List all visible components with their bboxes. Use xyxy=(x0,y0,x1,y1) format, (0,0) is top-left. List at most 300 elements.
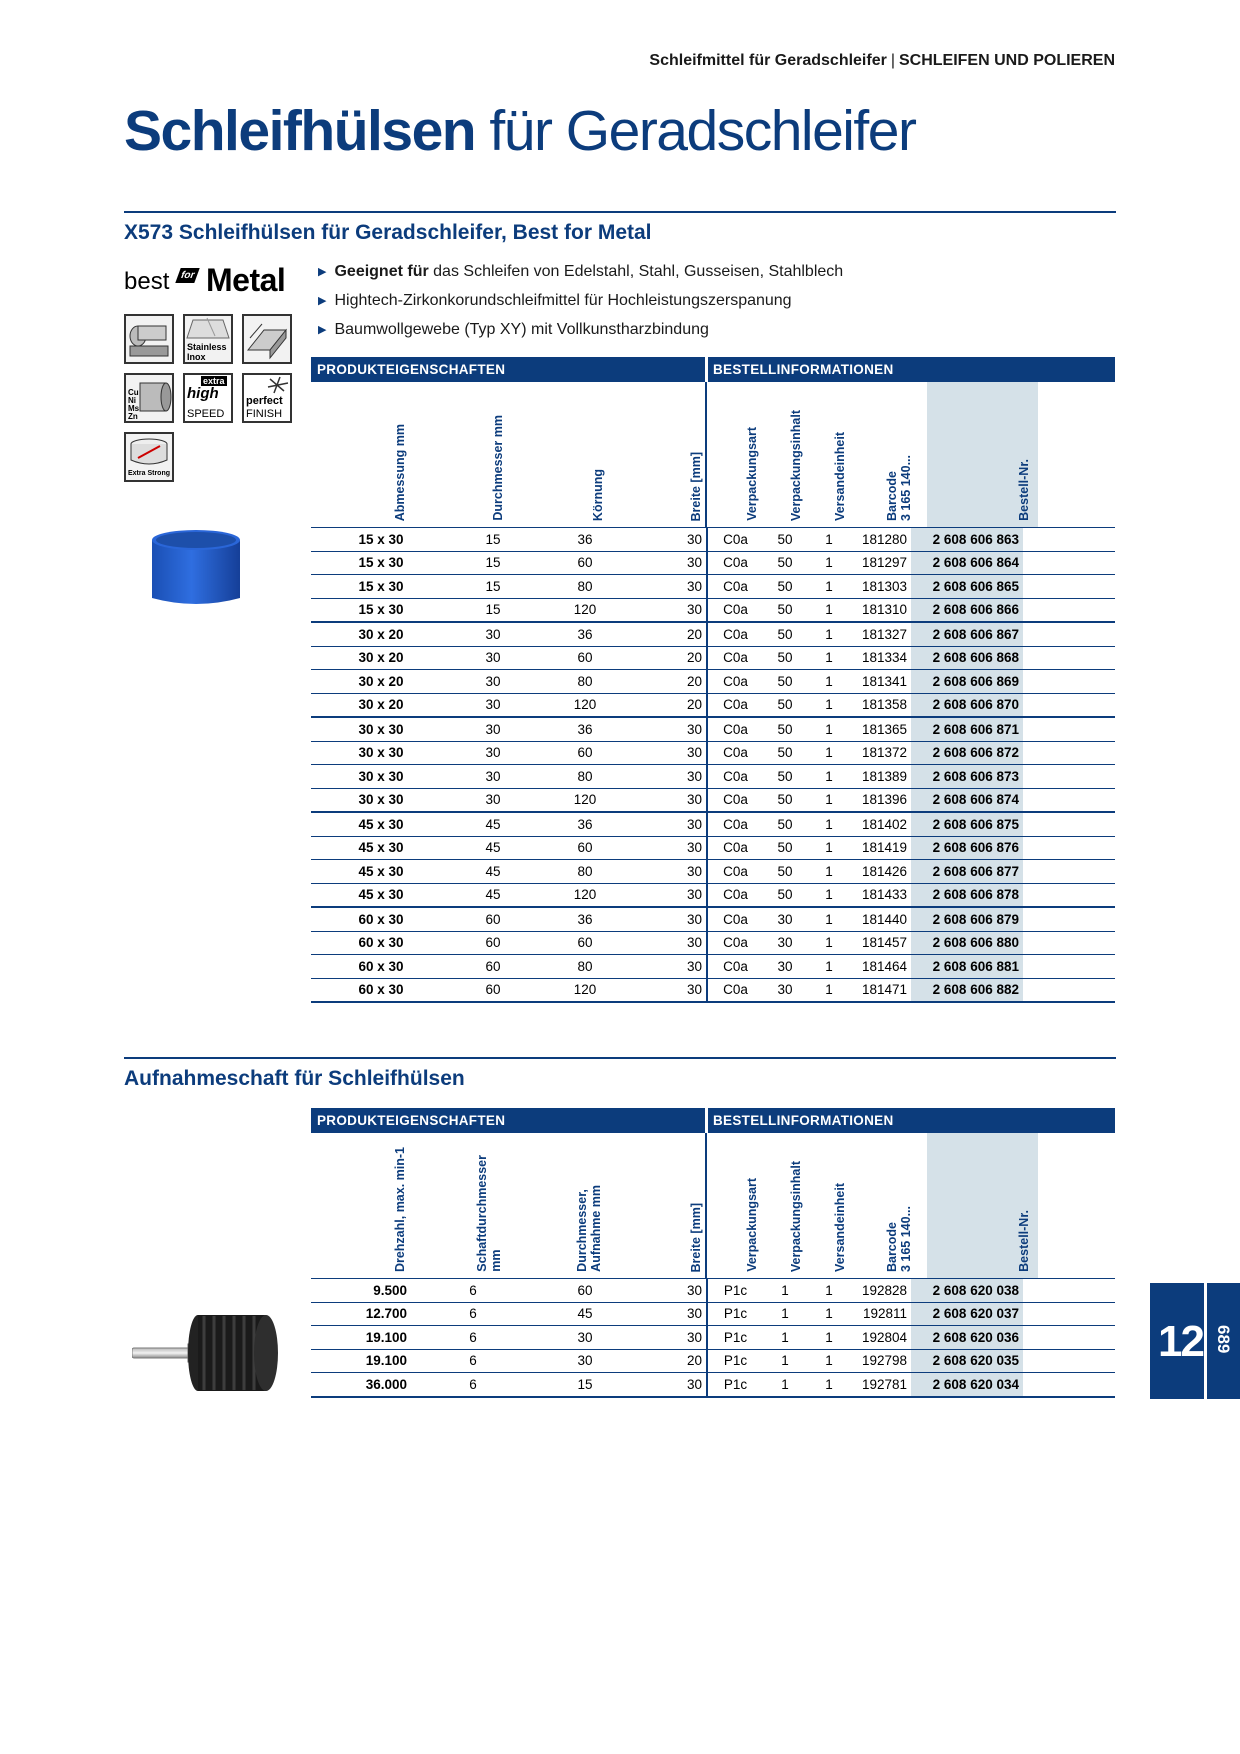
col-breite: Breite [mm] xyxy=(689,1202,703,1272)
cell-empty xyxy=(1023,717,1115,741)
band-bestellinformationen: BESTELLINFORMATIONEN xyxy=(713,362,894,377)
cell-col-2: 15 xyxy=(451,528,535,551)
cell-bestell-nr: 2 608 606 877 xyxy=(911,860,1023,884)
cell-verpackungsinhalt: 30 xyxy=(763,907,807,931)
col-durchmesser: Durchmesser mm xyxy=(491,415,505,521)
cell-col-2: 45 xyxy=(451,860,535,884)
cell-col-3: 80 xyxy=(535,575,635,599)
cell-barcode: 181402 xyxy=(851,812,911,836)
cell-verpackungsart: C0a xyxy=(707,622,763,646)
cell-barcode: 181419 xyxy=(851,836,911,860)
best-for-metal-logo xyxy=(124,262,304,296)
col-durchmesser-aufnahme: Durchmesser, Aufnahme mm xyxy=(575,1185,603,1272)
cell-breite: 30 xyxy=(635,741,707,765)
cell-bestell-nr: 2 608 606 864 xyxy=(911,551,1023,575)
col-koernung: Körnung xyxy=(591,468,605,521)
cell-bestell-nr: 2 608 620 038 xyxy=(911,1279,1023,1302)
stainless-inox-icon xyxy=(183,314,233,364)
cell-barcode: 181327 xyxy=(851,622,911,646)
cell-verpackungsinhalt: 50 xyxy=(763,717,807,741)
cell-col-1: 60 x 30 xyxy=(311,978,451,1002)
cell-versandeinheit: 1 xyxy=(807,978,851,1002)
cell-empty xyxy=(1023,741,1115,765)
perfect-label: perfect xyxy=(246,395,283,407)
cell-col-1: 30 x 30 xyxy=(311,765,451,789)
col-barcode: Barcode 3 165 140... xyxy=(885,1205,913,1272)
table-row xyxy=(311,1302,1115,1326)
cell-col-2: 30 xyxy=(451,788,535,812)
cell-versandeinheit: 1 xyxy=(807,931,851,955)
cell-empty xyxy=(1023,1326,1115,1350)
cell-col-1: 19.100 xyxy=(311,1349,411,1373)
table-row xyxy=(311,907,1115,931)
table-row xyxy=(311,551,1115,575)
cell-breite: 30 xyxy=(635,528,707,551)
metals-label: Cu Ni Ms Zn xyxy=(128,388,140,421)
cell-versandeinheit: 1 xyxy=(807,788,851,812)
cell-bestell-nr: 2 608 606 876 xyxy=(911,836,1023,860)
cell-bestell-nr: 2 608 620 035 xyxy=(911,1349,1023,1373)
col-breite: Breite [mm] xyxy=(689,451,703,521)
table-row xyxy=(311,528,1115,551)
cell-verpackungsart: C0a xyxy=(707,693,763,717)
cell-col-2: 30 xyxy=(451,717,535,741)
cell-versandeinheit: 1 xyxy=(807,907,851,931)
cell-col-3: 120 xyxy=(535,788,635,812)
extra-strong-icon xyxy=(124,432,174,482)
cell-col-3: 45 xyxy=(535,1302,635,1326)
cell-col-2: 30 xyxy=(451,741,535,765)
running-header xyxy=(649,52,1115,70)
cell-verpackungsart: C0a xyxy=(707,765,763,789)
header-section: SCHLEIFEN UND POLIEREN xyxy=(898,52,1115,69)
cell-verpackungsart: C0a xyxy=(707,551,763,575)
cell-breite: 30 xyxy=(635,931,707,955)
table-row xyxy=(311,955,1115,979)
cell-empty xyxy=(1023,788,1115,812)
cell-col-1: 9.500 xyxy=(311,1279,411,1302)
cell-verpackungsart: C0a xyxy=(707,646,763,670)
cell-bestell-nr: 2 608 606 881 xyxy=(911,955,1023,979)
cell-col-1: 36.000 xyxy=(311,1373,411,1397)
cell-versandeinheit: 1 xyxy=(807,860,851,884)
cell-barcode: 181334 xyxy=(851,646,911,670)
cell-bestell-nr: 2 608 606 870 xyxy=(911,693,1023,717)
cell-col-3: 36 xyxy=(535,528,635,551)
cell-barcode: 192781 xyxy=(851,1373,911,1397)
cell-barcode: 181310 xyxy=(851,598,911,622)
cell-col-3: 60 xyxy=(535,931,635,955)
cell-verpackungsart: P1c xyxy=(707,1326,763,1350)
cell-verpackungsart: C0a xyxy=(707,883,763,907)
cell-breite: 30 xyxy=(635,598,707,622)
table-2-header xyxy=(311,1133,1115,1279)
col-versandeinheit: Versandeinheit xyxy=(833,1183,847,1272)
cell-col-1: 15 x 30 xyxy=(311,598,451,622)
cell-col-3: 120 xyxy=(535,598,635,622)
header-crumb: Schleifmittel für Geradschleifer xyxy=(649,52,887,69)
cell-empty xyxy=(1023,551,1115,575)
cell-barcode: 181457 xyxy=(851,931,911,955)
cell-verpackungsinhalt: 50 xyxy=(763,575,807,599)
cell-breite: 30 xyxy=(635,788,707,812)
cell-col-1: 30 x 30 xyxy=(311,741,451,765)
cell-col-3: 80 xyxy=(535,860,635,884)
cell-verpackungsinhalt: 1 xyxy=(763,1373,807,1397)
cell-breite: 20 xyxy=(635,622,707,646)
cell-verpackungsart: C0a xyxy=(707,836,763,860)
table-row xyxy=(311,1349,1115,1373)
page-title-bold: Schleifhülsen xyxy=(124,99,476,163)
cell-bestell-nr: 2 608 606 879 xyxy=(911,907,1023,931)
cell-col-1: 15 x 30 xyxy=(311,528,451,551)
product-table-2 xyxy=(311,1108,1115,1398)
cell-empty xyxy=(1023,693,1115,717)
cell-verpackungsinhalt: 50 xyxy=(763,598,807,622)
cell-barcode: 181433 xyxy=(851,883,911,907)
cell-bestell-nr: 2 608 606 866 xyxy=(911,598,1023,622)
cell-versandeinheit: 1 xyxy=(807,836,851,860)
page-number: 689 xyxy=(1214,1325,1233,1354)
table-row xyxy=(311,883,1115,907)
cell-col-3: 120 xyxy=(535,978,635,1002)
col-verpackungsart: Verpackungsart xyxy=(745,1178,759,1272)
table-1-band xyxy=(311,357,1115,382)
cell-verpackungsart: C0a xyxy=(707,978,763,1002)
cell-versandeinheit: 1 xyxy=(807,598,851,622)
cell-breite: 30 xyxy=(635,717,707,741)
bullet-triangle-icon: ▶ xyxy=(318,295,327,307)
cell-verpackungsinhalt: 50 xyxy=(763,622,807,646)
extra-label: extra xyxy=(203,376,225,386)
cell-bestell-nr: 2 608 606 878 xyxy=(911,883,1023,907)
section-rule-1 xyxy=(124,211,1116,213)
table-row xyxy=(311,598,1115,622)
cell-empty xyxy=(1023,860,1115,884)
chapter-tab xyxy=(1150,1283,1240,1399)
table-row xyxy=(311,1326,1115,1350)
cell-breite: 20 xyxy=(635,670,707,694)
cell-verpackungsinhalt: 50 xyxy=(763,860,807,884)
cell-empty xyxy=(1023,931,1115,955)
cell-verpackungsart: C0a xyxy=(707,955,763,979)
cell-verpackungsinhalt: 50 xyxy=(763,646,807,670)
cell-col-3: 120 xyxy=(535,883,635,907)
table-row xyxy=(311,646,1115,670)
cell-verpackungsinhalt: 50 xyxy=(763,883,807,907)
cell-col-3: 30 xyxy=(535,1349,635,1373)
cell-verpackungsinhalt: 50 xyxy=(763,788,807,812)
cell-col-1: 45 x 30 xyxy=(311,860,451,884)
cell-versandeinheit: 1 xyxy=(807,765,851,789)
steel-profiles-icon xyxy=(124,314,174,364)
col-bestell-nr: Bestell-Nr. xyxy=(1017,459,1031,521)
col-verpackungsart: Verpackungsart xyxy=(745,427,759,521)
cell-barcode: 181372 xyxy=(851,741,911,765)
cell-versandeinheit: 1 xyxy=(807,575,851,599)
cell-verpackungsart: C0a xyxy=(707,931,763,955)
page-title xyxy=(124,98,915,164)
cell-col-2: 30 xyxy=(451,646,535,670)
logo-metal: Metal xyxy=(206,262,286,298)
cell-verpackungsinhalt: 50 xyxy=(763,670,807,694)
col-schaftdurchmesser: Schaftdurchmesser mm xyxy=(475,1155,503,1272)
table-row xyxy=(311,1279,1115,1302)
cell-col-2: 60 xyxy=(451,978,535,1002)
col-verpackungsinhalt: Verpackungsinhalt xyxy=(789,409,803,521)
cell-col-3: 60 xyxy=(535,551,635,575)
cell-breite: 30 xyxy=(635,551,707,575)
cell-breite: 30 xyxy=(635,955,707,979)
cell-verpackungsart: C0a xyxy=(707,860,763,884)
cell-barcode: 181280 xyxy=(851,528,911,551)
cell-bestell-nr: 2 608 606 880 xyxy=(911,931,1023,955)
logo-best: best xyxy=(124,268,170,295)
cell-col-3: 120 xyxy=(535,693,635,717)
cell-barcode: 192828 xyxy=(851,1279,911,1302)
cell-col-3: 36 xyxy=(535,812,635,836)
cell-empty xyxy=(1023,812,1115,836)
cell-breite: 30 xyxy=(635,1279,707,1302)
cell-verpackungsart: C0a xyxy=(707,741,763,765)
cell-versandeinheit: 1 xyxy=(807,1373,851,1397)
cell-barcode: 181389 xyxy=(851,765,911,789)
cell-empty xyxy=(1023,883,1115,907)
cell-verpackungsinhalt: 50 xyxy=(763,741,807,765)
section-2-title: Aufnahmeschaft für Schleifhülsen xyxy=(124,1067,465,1090)
cell-barcode: 192804 xyxy=(851,1326,911,1350)
cell-col-2: 6 xyxy=(411,1326,535,1350)
cell-versandeinheit: 1 xyxy=(807,1326,851,1350)
table-row xyxy=(311,978,1115,1002)
cell-col-3: 80 xyxy=(535,955,635,979)
cell-breite: 30 xyxy=(635,907,707,931)
non-ferrous-metals-icon xyxy=(124,373,174,423)
table-row xyxy=(311,717,1115,741)
cell-empty xyxy=(1023,622,1115,646)
cell-col-1: 60 x 30 xyxy=(311,931,451,955)
cell-verpackungsinhalt: 1 xyxy=(763,1349,807,1373)
cell-col-3: 60 xyxy=(535,836,635,860)
table-row xyxy=(311,931,1115,955)
cell-versandeinheit: 1 xyxy=(807,551,851,575)
page-title-rest: für Geradschleifer xyxy=(475,99,916,163)
cell-barcode: 181341 xyxy=(851,670,911,694)
cell-verpackungsart: C0a xyxy=(707,598,763,622)
cell-col-1: 30 x 30 xyxy=(311,717,451,741)
table-row xyxy=(311,765,1115,789)
cell-verpackungsinhalt: 30 xyxy=(763,955,807,979)
cell-breite: 30 xyxy=(635,1326,707,1350)
cell-bestell-nr: 2 608 620 037 xyxy=(911,1302,1023,1326)
cell-col-3: 30 xyxy=(535,1326,635,1350)
feature-list xyxy=(318,258,843,345)
cell-col-3: 80 xyxy=(535,765,635,789)
cell-verpackungsinhalt: 50 xyxy=(763,551,807,575)
band-produkteigenschaften: PRODUKTEIGENSCHAFTEN xyxy=(317,1113,506,1128)
cell-verpackungsart: C0a xyxy=(707,670,763,694)
table-row xyxy=(311,575,1115,599)
cell-col-1: 19.100 xyxy=(311,1326,411,1350)
cell-col-2: 15 xyxy=(451,551,535,575)
cell-barcode: 192798 xyxy=(851,1349,911,1373)
cell-col-3: 80 xyxy=(535,670,635,694)
cell-verpackungsinhalt: 50 xyxy=(763,812,807,836)
cell-breite: 30 xyxy=(635,1373,707,1397)
cell-bestell-nr: 2 608 606 872 xyxy=(911,741,1023,765)
section-rule-2 xyxy=(124,1057,1116,1059)
cell-col-3: 15 xyxy=(535,1373,635,1397)
table-1-body xyxy=(311,528,1115,1003)
cell-col-1: 30 x 20 xyxy=(311,622,451,646)
cell-verpackungsart: P1c xyxy=(707,1373,763,1397)
cell-col-1: 30 x 30 xyxy=(311,788,451,812)
cell-bestell-nr: 2 608 606 865 xyxy=(911,575,1023,599)
cell-empty xyxy=(1023,575,1115,599)
cell-bestell-nr: 2 608 606 867 xyxy=(911,622,1023,646)
cell-versandeinheit: 1 xyxy=(807,1279,851,1302)
cell-bestell-nr: 2 608 606 874 xyxy=(911,788,1023,812)
cell-verpackungsart: P1c xyxy=(707,1302,763,1326)
table-row xyxy=(311,741,1115,765)
cell-barcode: 181365 xyxy=(851,717,911,741)
col-drehzahl: Drehzahl, max. min-1 xyxy=(393,1146,407,1272)
logo-for: for xyxy=(175,268,200,283)
cell-empty xyxy=(1023,1302,1115,1326)
cell-empty xyxy=(1023,598,1115,622)
cell-bestell-nr: 2 608 606 873 xyxy=(911,765,1023,789)
cell-col-2: 30 xyxy=(451,765,535,789)
cell-versandeinheit: 1 xyxy=(807,528,851,551)
cell-verpackungsart: C0a xyxy=(707,528,763,551)
col-verpackungsinhalt: Verpackungsinhalt xyxy=(789,1160,803,1272)
feature-item: ▶ Geeignet für das Schleifen von Edelstahl, Stahl, Gusseisen, Stahlblech xyxy=(318,258,843,287)
cell-verpackungsinhalt: 50 xyxy=(763,765,807,789)
cell-col-1: 45 x 30 xyxy=(311,836,451,860)
cell-breite: 30 xyxy=(635,575,707,599)
cell-barcode: 181464 xyxy=(851,955,911,979)
cell-col-2: 45 xyxy=(451,836,535,860)
stainless-label: Stainless Inox xyxy=(187,342,227,362)
feature-item: ▶ Hightech-Zirkonkorundschleifmittel für Hochleistungszerspanung xyxy=(318,287,843,316)
cell-breite: 30 xyxy=(635,812,707,836)
cell-col-2: 15 xyxy=(451,598,535,622)
cell-versandeinheit: 1 xyxy=(807,670,851,694)
cell-col-1: 45 x 30 xyxy=(311,883,451,907)
cell-barcode: 181426 xyxy=(851,860,911,884)
cell-col-2: 60 xyxy=(451,907,535,931)
table-row xyxy=(311,1373,1115,1397)
cell-bestell-nr: 2 608 606 868 xyxy=(911,646,1023,670)
cell-bestell-nr: 2 608 620 034 xyxy=(911,1373,1023,1397)
cell-empty xyxy=(1023,978,1115,1002)
section-1-title: X573 Schleifhülsen für Geradschleifer, Best for Metal xyxy=(124,221,652,244)
cell-breite: 30 xyxy=(635,1302,707,1326)
cell-empty xyxy=(1023,955,1115,979)
header-separator: | xyxy=(890,52,895,69)
cell-verpackungsart: C0a xyxy=(707,717,763,741)
cell-col-2: 6 xyxy=(411,1302,535,1326)
table-row xyxy=(311,836,1115,860)
table-2-band xyxy=(311,1108,1115,1133)
high-label: high xyxy=(187,385,219,402)
cell-empty xyxy=(1023,528,1115,551)
feature-item: ▶ Baumwollgewebe (Typ XY) mit Vollkunstharzbindung xyxy=(318,316,843,345)
cell-versandeinheit: 1 xyxy=(807,1302,851,1326)
cell-versandeinheit: 1 xyxy=(807,883,851,907)
band-produkteigenschaften: PRODUKTEIGENSCHAFTEN xyxy=(317,362,506,377)
cell-empty xyxy=(1023,1279,1115,1302)
col-versandeinheit: Versandeinheit xyxy=(833,432,847,521)
cell-verpackungsinhalt: 1 xyxy=(763,1279,807,1302)
table-row xyxy=(311,693,1115,717)
cell-col-2: 30 xyxy=(451,670,535,694)
cell-empty xyxy=(1023,765,1115,789)
cell-col-3: 60 xyxy=(535,1279,635,1302)
col-abmessung: Abmessung mm xyxy=(393,423,407,521)
cell-verpackungsinhalt: 30 xyxy=(763,978,807,1002)
cell-versandeinheit: 1 xyxy=(807,717,851,741)
col-barcode: Barcode 3 165 140... xyxy=(885,454,913,521)
cell-breite: 20 xyxy=(635,1349,707,1373)
cell-verpackungsinhalt: 1 xyxy=(763,1326,807,1350)
cell-col-2: 30 xyxy=(451,622,535,646)
perfect-finish-icon xyxy=(242,373,292,423)
cell-verpackungsart: P1c xyxy=(707,1349,763,1373)
sanding-sleeve-icon xyxy=(148,528,244,610)
table-row xyxy=(311,812,1115,836)
cell-col-2: 60 xyxy=(451,931,535,955)
product-table-1 xyxy=(311,357,1115,1003)
cell-col-1: 30 x 20 xyxy=(311,670,451,694)
table-1-header xyxy=(311,382,1115,528)
table-row xyxy=(311,670,1115,694)
cell-empty xyxy=(1023,670,1115,694)
cell-verpackungsinhalt: 50 xyxy=(763,528,807,551)
cell-breite: 20 xyxy=(635,693,707,717)
cell-verpackungsinhalt: 50 xyxy=(763,836,807,860)
cell-versandeinheit: 1 xyxy=(807,646,851,670)
cell-col-2: 15 xyxy=(451,575,535,599)
extra-strong-label: Extra Strong xyxy=(128,470,171,477)
sheet-metal-icon xyxy=(242,314,292,364)
band-bestellinformationen: BESTELLINFORMATIONEN xyxy=(713,1113,894,1128)
cell-versandeinheit: 1 xyxy=(807,955,851,979)
cell-col-3: 36 xyxy=(535,907,635,931)
finish-label: FINISH xyxy=(246,408,283,420)
cell-breite: 30 xyxy=(635,836,707,860)
cell-verpackungsart: C0a xyxy=(707,907,763,931)
cell-col-1: 15 x 30 xyxy=(311,575,451,599)
cell-barcode: 181303 xyxy=(851,575,911,599)
cell-empty xyxy=(1023,907,1115,931)
cell-versandeinheit: 1 xyxy=(807,1349,851,1373)
cell-bestell-nr: 2 608 606 863 xyxy=(911,528,1023,551)
bullet-triangle-icon: ▶ xyxy=(318,266,327,278)
cell-breite: 30 xyxy=(635,765,707,789)
cell-col-3: 60 xyxy=(535,741,635,765)
cell-empty xyxy=(1023,1373,1115,1397)
cell-verpackungsinhalt: 30 xyxy=(763,931,807,955)
cell-col-3: 36 xyxy=(535,622,635,646)
cell-verpackungsinhalt: 50 xyxy=(763,693,807,717)
cell-barcode: 181396 xyxy=(851,788,911,812)
cell-bestell-nr: 2 608 606 869 xyxy=(911,670,1023,694)
cell-col-1: 15 x 30 xyxy=(311,551,451,575)
cell-col-3: 60 xyxy=(535,646,635,670)
col-bestell-nr: Bestell-Nr. xyxy=(1017,1210,1031,1272)
cell-breite: 30 xyxy=(635,860,707,884)
